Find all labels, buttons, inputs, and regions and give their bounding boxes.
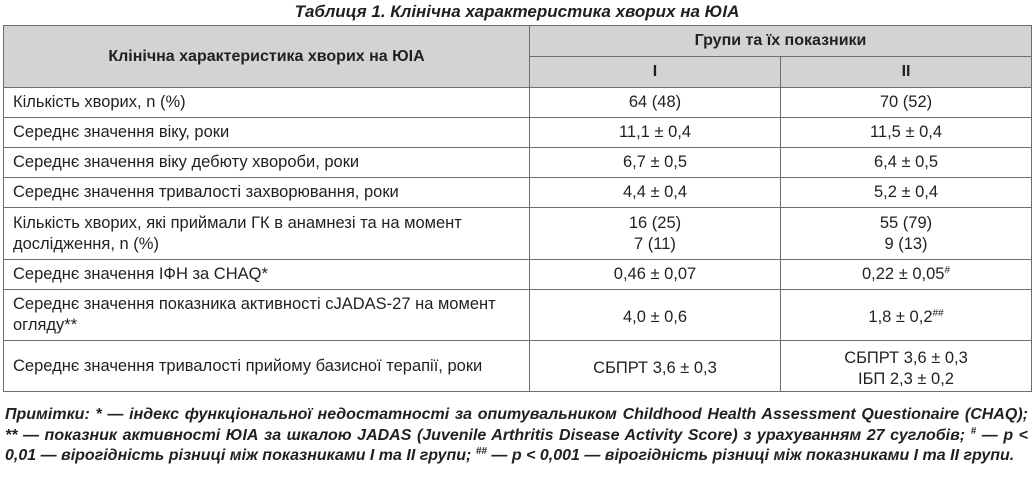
notes-mark-2: ##	[475, 446, 487, 457]
row-label: Середнє значення ІФН за CHAQ*	[4, 260, 530, 290]
group-1-value: 11,1 ± 0,4	[530, 118, 781, 148]
row-label: Середнє значення віку дебюту хвороби, роки	[4, 148, 530, 178]
group-2-value-current: 9 (13)	[884, 234, 928, 253]
notes-lead: Примітки:	[5, 406, 90, 423]
header-group-1: I	[530, 57, 781, 88]
table-row	[4, 178, 1032, 208]
table-notes	[5, 405, 1028, 467]
table-title: Таблиця 1. Клінічна характеристика хворих на ЮІА	[294, 2, 740, 21]
table-row	[4, 88, 1032, 118]
group-2-value	[781, 290, 1032, 341]
group-2-value: 70 (52)	[781, 88, 1032, 118]
group-2-value: 11,5 ± 0,4	[781, 118, 1032, 148]
group-2-value-text: 1,8 ± 0,2	[868, 308, 933, 326]
group-2-value	[781, 341, 1032, 392]
row-label: Середнє значення тривалості прийому базисної терапії, роки	[4, 341, 530, 392]
notes-text-2: — р < 0,01 — вірогідність різниці між показниками І та ІІ групи;	[5, 426, 1029, 464]
notes-mark-1: #	[970, 425, 977, 437]
group-2-value-text: 0,22 ± 0,05	[862, 265, 945, 283]
group-2-value: 6,4 ± 0,5	[781, 148, 1032, 178]
table-row	[4, 118, 1032, 148]
group-1-value	[530, 208, 781, 260]
row-label: Середнє значення тривалості захворювання, роки	[4, 178, 530, 208]
header-group-2: II	[781, 57, 1032, 88]
group-2-value-dmard: СБПРТ 3,6 ± 0,3	[844, 348, 968, 367]
row-label: Середнє значення віку, роки	[4, 118, 530, 148]
table-row	[4, 290, 1032, 341]
group-2-value: 5,2 ± 0,4	[781, 178, 1032, 208]
notes-text-3: — р < 0,001 — вірогідність різниці між показниками І та ІІ групи.	[486, 447, 1015, 464]
table-row	[4, 341, 1032, 392]
table-row	[4, 208, 1032, 260]
header-groups: Групи та їх показники	[530, 26, 1032, 57]
group-1-value: 4,0 ± 0,6	[530, 290, 781, 341]
row-label: Кількість хворих, n (%)	[4, 88, 530, 118]
significance-mark: ##	[932, 308, 944, 319]
notes-text-1: * — індекс функціональної недостатності за опитувальником Childhood Health Assessment Questionaire (CHAQ); ** — показник активності ЮІА за шкалою JADAS (Juvenile Arthritis Disease Activity Score) з урахуванням 27 суглобів;	[5, 406, 1028, 444]
group-1-value: 6,7 ± 0,5	[530, 148, 781, 178]
row-label: Кількість хворих, які приймали ГК в анамнезі та на момент дослідження, n (%)	[4, 208, 530, 260]
table-row	[4, 148, 1032, 178]
group-2-value-total: 55 (79)	[879, 213, 933, 232]
significance-mark: #	[944, 265, 951, 276]
row-label: Середнє значення показника активності cJADAS-27 на момент огляду**	[4, 290, 530, 341]
group-2-value-biologic: ІБП 2,3 ± 0,2	[858, 369, 954, 388]
clinical-characteristics-table	[3, 25, 1032, 392]
group-1-value-current: 7 (11)	[634, 234, 676, 253]
table-row	[4, 260, 1032, 290]
group-2-value	[781, 260, 1032, 290]
group-1-value: 4,4 ± 0,4	[530, 178, 781, 208]
group-1-value-total: 16 (25)	[628, 213, 682, 232]
group-1-value: СБПРТ 3,6 ± 0,3	[530, 341, 781, 392]
group-1-value: 0,46 ± 0,07	[530, 260, 781, 290]
header-characteristic: Клінічна характеристика хворих на ЮІА	[4, 26, 530, 88]
group-1-value: 64 (48)	[530, 88, 781, 118]
group-2-value	[781, 208, 1032, 260]
